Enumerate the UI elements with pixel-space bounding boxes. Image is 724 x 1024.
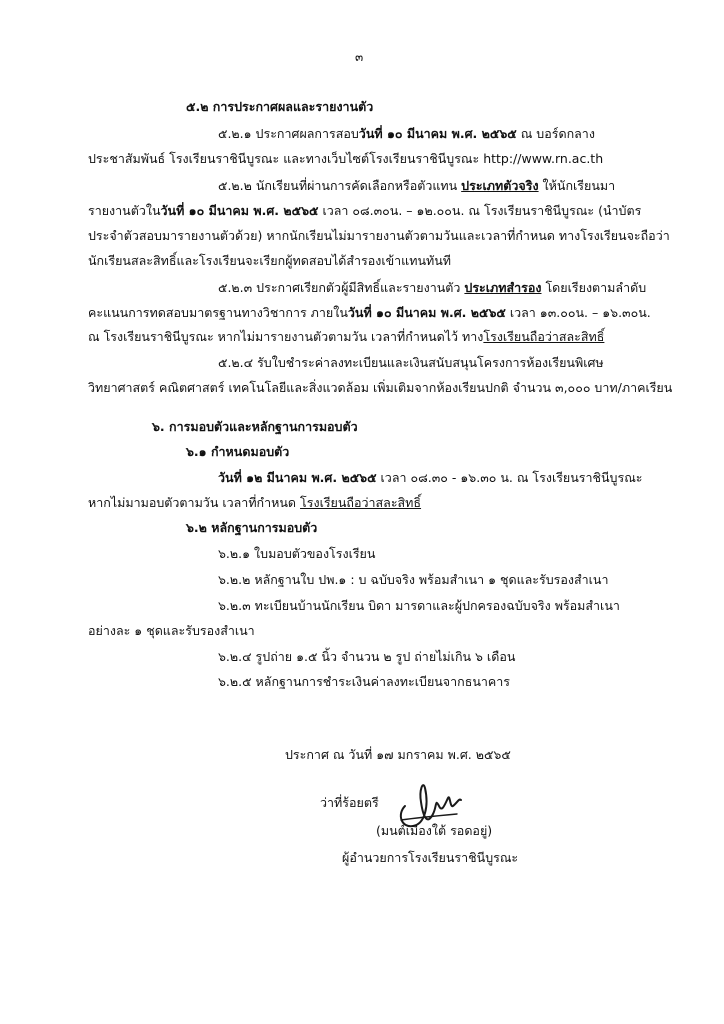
section-6-1-l2-start: หากไม่มามอบตัวตามวัน เวลาที่กำหนด [88,495,301,510]
announcement-date: ประกาศ ณ วันที่ ๑๗ มกราคม พ.ศ. ๒๕๖๕ [285,747,511,762]
item-5-2-4-line-1: ๕.๒.๔ รับใบชำระค่าลงทะเบียนและเงินสนับสนุนโครงการห้องเรียนพิเศษ [218,355,604,370]
doc-item-2: ๖.๒.๒ หลักฐานใบ ปพ.๑ : บ ฉบับจริง พร้อมสำเนา ๑ ชุดและรับรองสำเนา [218,572,609,587]
doc-item-5: ๖.๒.๕ หลักฐานการชำระเงินค่าลงทะเบียนจากธนาคาร [218,674,511,689]
item-5-2-3-text-end: โดยเรียงตามลำดับ [541,280,647,295]
section-6-1-line-2 [88,494,421,512]
item-5-2-2-text-end: ให้นักเรียนมา [538,178,616,193]
item-5-2-3-type: ประเภทสำรอง [464,280,542,295]
item-5-2-2-type: ประเภทตัวจริง [461,178,539,193]
item-5-2-2-time: เวลา ๐๘.๓๐น. – ๑๒.๐๐น. ณ โรงเรียนราชินีบูรณะ (นำบัตร [318,203,642,218]
item-5-2-2-line-1 [218,177,615,195]
signer-name: (มนต์เมืองใต้ รอดอยู่) [376,823,493,838]
section-6-1-time: เวลา ๐๘.๓๐ - ๑๖.๓๐ น. ณ โรงเรียนราชินีบูรณะ [376,470,643,485]
item-5-2-1-date: วันที่ ๑๐ มีนาคม พ.ศ. ๒๕๖๕ [358,126,517,141]
item-5-2-2-text: ๕.๒.๒ นักเรียนที่ผ่านการคัดเลือกหรือตัวแทน [218,178,462,193]
item-5-2-3-line-2 [88,304,651,322]
item-5-2-3-line-1 [218,279,646,297]
section-6-heading: ๖. การมอบตัวและหลักฐานการมอบตัว [152,419,358,434]
section-6-1-line-1 [218,469,643,487]
item-5-2-1-line-1 [218,125,595,143]
item-5-2-3-l2-start: คะแนนการทดสอบมาตรฐานทางวิชาการ ภายใน [88,305,348,320]
signer-rank: ว่าที่ร้อยตรี [320,795,379,810]
section-5-2-heading: ๕.๒ การประกาศผลและรายงานตัว [186,99,374,114]
section-6-1-heading: ๖.๑ กำหนดมอบตัว [186,444,290,459]
section-6-1-date: วันที่ ๑๒ มีนาคม พ.ศ. ๒๕๖๕ [218,470,377,485]
item-5-2-3-time: เวลา ๑๓.๐๐น. – ๑๖.๓๐น. [505,305,651,320]
item-5-2-1-line-2: ประชาสัมพันธ์ โรงเรียนราชินีบูรณะ และทางเว็บไซต์โรงเรียนราชินีบูรณะ http://www.rn.ac.th [88,151,604,166]
item-5-2-3-line-3 [88,328,604,346]
section-6-2-heading: ๖.๒ หลักฐานการมอบตัว [186,520,318,535]
item-5-2-2-date: วันที่ ๑๐ มีนาคม พ.ศ. ๒๕๖๕ [160,203,319,218]
doc-item-1: ๖.๒.๑ ใบมอบตัวของโรงเรียน [218,546,376,561]
signer-position: ผู้อำนวยการโรงเรียนราชินีบูรณะ [342,850,519,865]
item-5-2-2-l2-start: รายงานตัวใน [88,203,161,218]
item-5-2-3-text: ๕.๒.๓ ประกาศเรียกตัวผู้มีสิทธิ์และรายงานตัว [218,280,465,295]
item-5-2-3-forfeit: โรงเรียนถือว่าสละสิทธิ์ [483,329,605,344]
doc-item-3: ๖.๒.๓ ทะเบียนบ้านนักเรียน บิดา มารดาและผู้ปกครองฉบับจริง พร้อมสำเนา [218,598,620,613]
item-5-2-2-line-2 [88,202,641,220]
item-5-2-1-place: ณ บอร์ดกลาง [516,126,595,141]
item-5-2-2-line-4: นักเรียนสละสิทธิ์และโรงเรียนจะเรียกผู้ทดสอบได้สำรองเข้าแทนทันที [88,253,452,268]
item-5-2-4-line-2: วิทยาศาสตร์ คณิตศาสตร์ เทคโนโลยีและสิ่งแวดล้อม เพิ่มเติมจากห้องเรียนปกติ จำนวน ๓,๐๐๐ บาท/ภาคเรียน [88,380,673,395]
section-6-1-forfeit: โรงเรียนถือว่าสละสิทธิ์ [300,495,422,510]
item-5-2-3-l3-start: ณ โรงเรียนราชินีบูรณะ หากไม่มารายงานตัวตามวัน เวลาที่กำหนดไว้ ทาง [88,329,484,344]
item-5-2-3-date: วันที่ ๑๐ มีนาคม พ.ศ. ๒๕๖๕ [347,305,506,320]
doc-item-3-line-2: อย่างละ ๑ ชุดและรับรองสำเนา [88,623,255,638]
doc-item-4: ๖.๒.๔ รูปถ่าย ๑.๕ นิ้ว จำนวน ๒ รูป ถ่ายไม่เกิน ๖ เดือน [218,649,516,664]
item-5-2-2-line-3: ประจำตัวสอบมารายงานตัวด้วย) หากนักเรียนไม่มารายงานตัวตามวันและเวลาที่กำหนด ทางโรงเรียนจะถือว่า [88,228,670,243]
item-5-2-1-label: ๕.๒.๑ ประกาศผลการสอบ [218,126,359,141]
page-number: ๓ [355,50,364,64]
